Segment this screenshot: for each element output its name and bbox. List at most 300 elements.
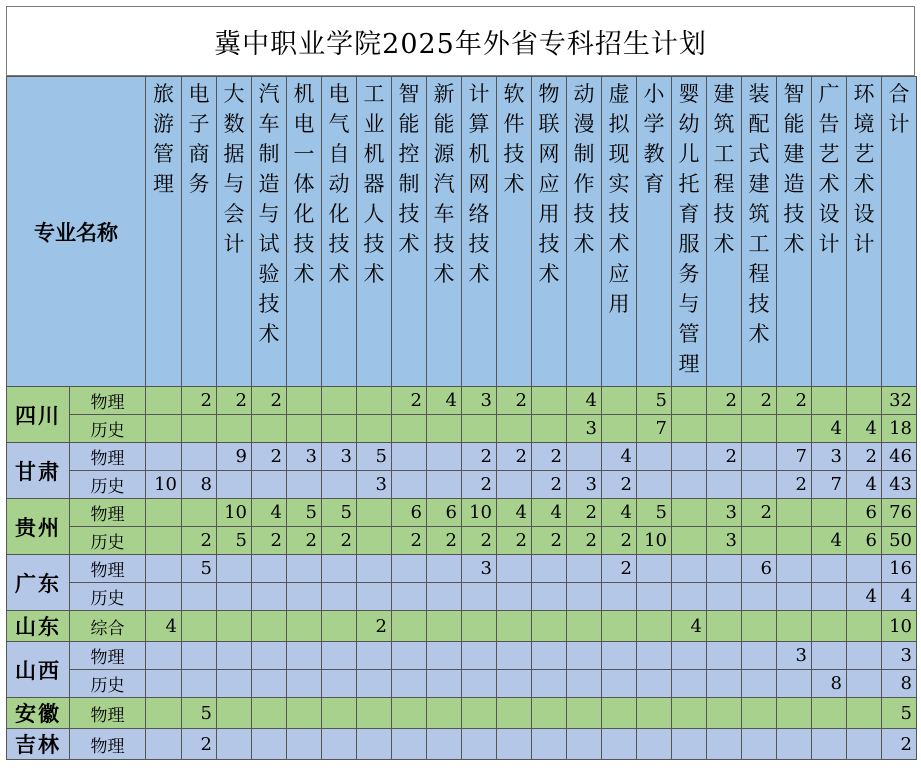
subject-cell: 物理 [70,555,146,583]
subject-cell: 物理 [70,729,146,760]
subject-cell: 历史 [70,471,146,499]
quota-cell: 4 [146,611,182,642]
quota-cell [217,583,252,611]
quota-cell [146,443,182,471]
quota-cell [462,670,497,698]
header-label: 装 配 式 建 筑 工 程 技 术 [748,82,770,346]
quota-cell [707,698,742,729]
quota-cell: 2 [287,527,322,555]
quota-cell [287,387,322,415]
province-cell: 山东 [7,611,70,642]
quota-cell: 2 [742,387,777,415]
quota-cell [532,611,567,642]
quota-cell [777,670,812,698]
quota-cell [742,642,777,670]
quota-cell: 3 [812,443,847,471]
quota-cell: 5 [182,698,217,729]
table-row [7,527,917,555]
quota-cell: 10 [462,499,497,527]
quota-cell [427,583,462,611]
province-cell: 四川 [7,387,70,443]
header-label: 大 数 据 与 会 计 [223,82,245,256]
quota-cell [672,698,707,729]
quota-cell [462,415,497,443]
quota-cell [532,583,567,611]
quota-cell [497,670,532,698]
quota-cell [427,729,462,760]
quota-cell [812,642,847,670]
header-label: 计 算 机 网 络 技 术 [468,82,490,286]
quota-cell: 4 [427,387,462,415]
quota-cell [322,642,357,670]
table-row [7,387,917,415]
province-cell: 贵州 [7,499,70,555]
quota-cell: 3 [357,471,392,499]
quota-cell [707,555,742,583]
header-label: 电 子 商 务 [188,82,210,196]
quota-cell [252,670,287,698]
quota-cell [287,555,322,583]
major-header [602,77,637,387]
major-header [567,77,602,387]
quota-cell [672,387,707,415]
header-label: 机 电 一 体 化 技 术 [293,82,315,286]
quota-cell [672,583,707,611]
header-label: 婴 幼 儿 托 育 服 务 与 管 理 [678,82,700,376]
quota-cell [182,611,217,642]
quota-cell [392,642,427,670]
quota-cell: 2 [427,527,462,555]
quota-cell [707,583,742,611]
quota-cell [392,729,427,760]
quota-cell [847,387,882,415]
quota-cell [567,555,602,583]
quota-cell [777,729,812,760]
province-cell: 广东 [7,555,70,611]
header-label: 建 筑 工 程 技 术 [713,82,735,256]
quota-cell [847,729,882,760]
quota-cell [217,611,252,642]
major-name-header: 专业名称 [7,77,146,387]
header-row [7,77,917,387]
table-row [7,670,917,698]
quota-cell: 4 [532,499,567,527]
quota-cell [637,471,672,499]
table-row [7,555,917,583]
quota-cell [742,471,777,499]
quota-cell [567,583,602,611]
quota-cell: 2 [182,729,217,760]
quota-cell: 4 [602,499,637,527]
quota-cell [707,642,742,670]
quota-cell: 2 [497,443,532,471]
quota-cell [672,555,707,583]
quota-cell: 2 [707,443,742,471]
quota-cell: 2 [392,387,427,415]
quota-cell [462,642,497,670]
quota-cell [742,670,777,698]
quota-cell [322,583,357,611]
quota-cell [742,415,777,443]
total-cell: 10 [882,611,917,642]
quota-cell: 5 [287,499,322,527]
quota-cell [637,642,672,670]
quota-cell [322,698,357,729]
quota-cell: 10 [146,471,182,499]
quota-cell [742,583,777,611]
quota-cell [287,583,322,611]
quota-cell: 2 [567,499,602,527]
quota-cell [602,670,637,698]
quota-cell [287,729,322,760]
quota-cell: 3 [462,387,497,415]
quota-cell [742,611,777,642]
quota-cell: 6 [392,499,427,527]
quota-cell [707,611,742,642]
major-header [777,77,812,387]
quota-cell: 2 [462,527,497,555]
quota-cell [497,555,532,583]
subject-cell: 物理 [70,499,146,527]
quota-cell [847,555,882,583]
header-label: 环 境 艺 术 设 计 [853,82,875,256]
quota-cell [252,555,287,583]
quota-cell [146,499,182,527]
major-header [182,77,217,387]
quota-cell [146,527,182,555]
quota-cell: 3 [462,555,497,583]
quota-cell [427,415,462,443]
quota-cell [217,471,252,499]
quota-cell [146,698,182,729]
quota-cell [602,583,637,611]
quota-cell [637,555,672,583]
quota-cell: 2 [532,527,567,555]
quota-cell [182,499,217,527]
quota-cell: 4 [602,443,637,471]
quota-cell [357,499,392,527]
quota-cell [777,415,812,443]
header-label: 合 计 [888,82,910,136]
quota-cell [287,698,322,729]
quota-cell [707,729,742,760]
quota-cell [287,415,322,443]
quota-cell: 2 [322,527,357,555]
quota-cell [146,583,182,611]
major-header [146,77,182,387]
quota-cell: 2 [357,611,392,642]
quota-cell [217,642,252,670]
quota-cell [497,698,532,729]
quota-cell [392,583,427,611]
table-row [7,471,917,499]
quota-cell [567,642,602,670]
quota-cell [567,443,602,471]
header-label: 物 联 网 应 用 技 术 [538,82,560,286]
quota-cell [567,698,602,729]
header-label: 工 业 机 器 人 技 术 [363,82,385,286]
quota-cell [497,729,532,760]
quota-cell [322,611,357,642]
quota-cell [392,415,427,443]
quota-cell [707,670,742,698]
quota-cell [777,527,812,555]
quota-cell: 5 [217,527,252,555]
major-header [217,77,252,387]
quota-cell [357,527,392,555]
province-cell: 吉林 [7,729,70,760]
quota-cell: 2 [777,387,812,415]
quota-cell [357,642,392,670]
header-label: 电 气 自 动 化 技 术 [328,82,350,286]
quota-cell [462,729,497,760]
quota-cell: 6 [847,527,882,555]
page-title: 冀中职业学院2025年外省专科招生计划 [6,6,915,76]
quota-cell [357,729,392,760]
quota-cell [812,499,847,527]
quota-cell: 5 [637,499,672,527]
quota-cell [567,611,602,642]
total-cell: 50 [882,527,917,555]
quota-cell: 2 [777,471,812,499]
major-header [812,77,847,387]
quota-cell [567,670,602,698]
quota-cell: 2 [392,527,427,555]
quota-cell [847,642,882,670]
subject-cell: 历史 [70,415,146,443]
quota-cell [672,443,707,471]
total-cell: 46 [882,443,917,471]
total-cell: 43 [882,471,917,499]
quota-cell [602,698,637,729]
header-label: 智 能 控 制 技 术 [398,82,420,256]
quota-cell: 4 [812,415,847,443]
quota-cell [637,611,672,642]
subject-cell: 综合 [70,611,146,642]
quota-cell: 8 [182,471,217,499]
quota-cell: 2 [532,443,567,471]
quota-cell [637,443,672,471]
total-header [882,77,917,387]
quota-cell [146,555,182,583]
quota-cell: 2 [252,443,287,471]
quota-cell [287,611,322,642]
quota-cell [602,642,637,670]
subject-cell: 物理 [70,443,146,471]
major-header [707,77,742,387]
quota-cell: 4 [847,471,882,499]
quota-cell [146,415,182,443]
quota-cell [357,583,392,611]
quota-cell [812,698,847,729]
major-header [322,77,357,387]
quota-cell: 5 [637,387,672,415]
quota-cell [672,471,707,499]
quota-cell [357,698,392,729]
quota-cell [812,729,847,760]
quota-cell [672,642,707,670]
quota-cell: 8 [812,670,847,698]
quota-cell [392,443,427,471]
total-cell: 3 [882,642,917,670]
subject-cell: 历史 [70,527,146,555]
quota-cell [532,555,567,583]
quota-cell [217,670,252,698]
quota-cell [707,415,742,443]
quota-cell [777,555,812,583]
quota-cell [777,611,812,642]
quota-cell: 4 [567,387,602,415]
quota-cell [427,611,462,642]
total-cell: 16 [882,555,917,583]
quota-cell [252,611,287,642]
quota-cell: 6 [742,555,777,583]
quota-cell [847,611,882,642]
quota-cell [146,729,182,760]
major-header [392,77,427,387]
quota-cell [252,729,287,760]
quota-cell [742,729,777,760]
header-label: 软 件 技 术 [503,82,525,196]
quota-cell [532,415,567,443]
quota-cell: 9 [217,443,252,471]
quota-cell [777,583,812,611]
quota-cell: 7 [812,471,847,499]
quota-cell: 5 [322,499,357,527]
header-label: 虚 拟 现 实 技 术 应 用 [608,82,630,316]
quota-cell [672,415,707,443]
quota-cell [497,611,532,642]
quota-cell [532,670,567,698]
total-cell: 5 [882,698,917,729]
total-cell: 76 [882,499,917,527]
quota-cell [357,555,392,583]
quota-cell [146,642,182,670]
table-row [7,611,917,642]
quota-cell [392,471,427,499]
quota-cell [217,729,252,760]
quota-cell [322,415,357,443]
header-label: 小 学 教 育 [643,82,665,196]
quota-cell [532,387,567,415]
quota-cell: 4 [497,499,532,527]
quota-cell [567,729,602,760]
table-row [7,698,917,729]
header-label: 动 漫 制 作 技 术 [573,82,595,256]
province-cell: 甘肃 [7,443,70,499]
quota-cell: 4 [812,527,847,555]
major-header [287,77,322,387]
quota-cell: 3 [567,471,602,499]
quota-cell: 2 [497,527,532,555]
quota-cell [742,698,777,729]
major-header [637,77,672,387]
quota-cell [322,387,357,415]
quota-cell [252,583,287,611]
quota-cell [146,387,182,415]
quota-cell [462,611,497,642]
quota-cell [392,611,427,642]
quota-cell [672,670,707,698]
total-cell: 4 [882,583,917,611]
header-label: 广 告 艺 术 设 计 [818,82,840,256]
quota-cell: 2 [462,471,497,499]
quota-cell: 2 [602,527,637,555]
quota-cell [427,443,462,471]
quota-cell [182,670,217,698]
quota-cell [287,471,322,499]
quota-cell [322,670,357,698]
quota-cell: 4 [672,611,707,642]
quota-cell: 2 [182,527,217,555]
subject-cell: 物理 [70,387,146,415]
quota-cell [497,642,532,670]
major-header [742,77,777,387]
quota-cell [182,583,217,611]
quota-cell [146,670,182,698]
quota-cell [287,642,322,670]
quota-cell [777,698,812,729]
table-row [7,499,917,527]
quota-cell [287,670,322,698]
quota-cell: 2 [462,443,497,471]
subject-cell: 历史 [70,670,146,698]
quota-cell: 2 [217,387,252,415]
quota-cell [427,555,462,583]
quota-cell [427,670,462,698]
quota-cell [462,583,497,611]
quota-cell [637,583,672,611]
quota-cell [672,499,707,527]
quota-cell [602,415,637,443]
quota-cell [322,729,357,760]
major-header [462,77,497,387]
province-cell: 安徽 [7,698,70,729]
quota-cell: 2 [252,387,287,415]
document [6,6,915,769]
quota-cell [672,527,707,555]
quota-cell: 2 [707,387,742,415]
quota-cell [462,698,497,729]
quota-cell [532,729,567,760]
quota-cell: 3 [322,443,357,471]
major-header [847,77,882,387]
total-cell: 32 [882,387,917,415]
header-label: 智 能 建 造 技 术 [783,82,805,256]
quota-cell [637,670,672,698]
quota-cell [182,642,217,670]
quota-cell [742,527,777,555]
quota-cell: 2 [602,471,637,499]
quota-cell [847,670,882,698]
quota-cell [357,670,392,698]
quota-cell: 2 [182,387,217,415]
quota-cell: 2 [847,443,882,471]
quota-cell: 3 [287,443,322,471]
quota-cell [777,499,812,527]
quota-cell [252,471,287,499]
quota-cell [357,415,392,443]
table-row [7,415,917,443]
quota-cell [392,555,427,583]
table-row [7,729,917,760]
subject-cell: 历史 [70,583,146,611]
major-header [252,77,287,387]
quota-cell [427,698,462,729]
enrollment-plan-table [6,76,917,760]
quota-cell: 2 [602,555,637,583]
quota-cell: 2 [497,387,532,415]
